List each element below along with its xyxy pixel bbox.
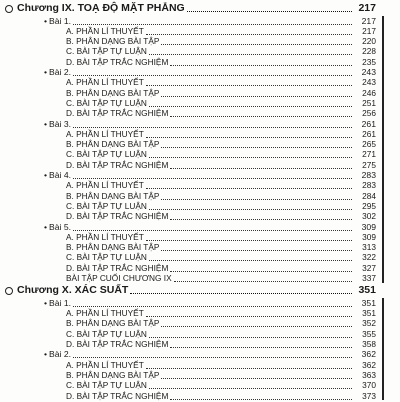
toc-page-number: 351 (361, 297, 376, 308)
dot-leader (174, 281, 352, 282)
dot-leader (146, 316, 352, 317)
toc-entry-text: Bài 1. (49, 297, 71, 308)
toc-page-number: 271 (362, 149, 376, 160)
bullet-icon: • (44, 170, 48, 180)
dot-leader (161, 378, 352, 379)
toc-entry-text: C. BÀI TẬP TỰ LUẬN (66, 380, 147, 391)
toc-page-number: 265 (362, 139, 376, 150)
toc-page-number: 243 (361, 67, 376, 77)
toc-entry-text: Chương IX. TOẠ ĐỘ MẶT PHẲNG (17, 2, 185, 14)
toc-entry-text: A. PHẦN LÍ THUYẾT (66, 231, 144, 242)
dot-leader (130, 293, 352, 294)
toc-page-number: 217 (358, 2, 376, 14)
toc-chapter-row[interactable] (5, 285, 376, 296)
toc-entry-text: Bài 2. (49, 67, 71, 77)
bullet-icon: • (44, 67, 48, 77)
dot-leader (149, 388, 352, 389)
toc-page-number: 337 (362, 273, 376, 283)
toc-entry-text: D. BÀI TẬP TRẮC NGHIỆM (66, 339, 169, 349)
toc-entry-text: D. BÀI TẬP TRẮC NGHIỆM (66, 211, 169, 222)
toc-entry-text: Bài 1. (49, 15, 71, 26)
toc-entry-text: D. BÀI TẬP TRẮC NGHIỆM (66, 108, 169, 119)
chapter-circle-icon (5, 287, 13, 295)
bullet-icon: • (44, 349, 48, 360)
dot-leader (149, 209, 352, 210)
toc-entry-text: C. BÀI TẬP TỰ LUẬN (66, 97, 147, 108)
toc-entry-text: D. BÀI TẬP TRẮC NGHIỆM (66, 159, 169, 170)
toc-page-number: 302 (362, 211, 376, 222)
toc-page-number: 352 (362, 318, 376, 329)
toc-entry-label (5, 3, 185, 14)
toc-entry-text: A. PHẦN LÍ THUYẾT (66, 25, 144, 36)
toc-entry-text: A. PHẦN LÍ THUYẾT (66, 308, 144, 319)
dot-leader (187, 11, 352, 12)
toc-page-number: 246 (362, 87, 376, 98)
toc-entry-text: B. PHÂN DẠNG BÀI TẬP (66, 139, 160, 150)
toc-entry-text: C. BÀI TẬP TỰ LUẬN (66, 46, 147, 57)
toc-page-number: 217 (362, 25, 376, 36)
dot-leader (170, 168, 352, 169)
dot-leader (146, 137, 352, 138)
dot-leader (170, 219, 352, 220)
toc-entry-text: Bài 3. (49, 118, 71, 129)
toc-entry-label (5, 285, 128, 296)
dot-leader (73, 24, 352, 25)
dot-leader (149, 260, 352, 261)
dot-leader (73, 306, 352, 307)
toc-page-number: 351 (358, 284, 376, 297)
toc-entry-text: B. PHÂN DẠNG BÀI TẬP (66, 36, 160, 47)
toc-page-number: 309 (361, 221, 376, 232)
dot-leader (161, 147, 352, 148)
toc-item-row[interactable] (66, 273, 376, 284)
dot-leader (146, 85, 352, 86)
toc-page-number: 235 (362, 56, 376, 67)
toc-page-number: 327 (362, 262, 376, 273)
toc-entry-text: BÀI TẬP CUỐI CHƯƠNG IX (66, 273, 172, 283)
toc-page-number: 313 (362, 242, 376, 253)
toc-page-number: 243 (362, 77, 376, 88)
toc-entry-text: B. PHÂN DẠNG BÀI TẬP (66, 242, 160, 253)
toc-entry-text: B. PHÂN DẠNG BÀI TẬP (66, 318, 160, 329)
dot-leader (149, 54, 352, 55)
dot-leader (161, 199, 352, 200)
toc-entry-text: A. PHẦN LÍ THUYẾT (66, 128, 144, 139)
dot-leader (170, 347, 352, 348)
toc-page-number: 256 (362, 108, 376, 119)
chapter-circle-icon (5, 5, 13, 13)
dot-leader (73, 230, 352, 231)
toc-page-number: 363 (362, 369, 376, 380)
toc-page-number: 217 (361, 15, 376, 26)
toc-entry-text: A. PHẦN LÍ THUYẾT (66, 77, 144, 88)
dot-leader (73, 178, 352, 179)
toc-page-number: 283 (361, 170, 376, 180)
toc-page-number: 362 (362, 359, 376, 370)
dot-leader (161, 96, 352, 97)
dot-leader (149, 157, 352, 158)
toc-entry-text: Chương X. XÁC SUẤT (17, 284, 129, 297)
chapter-side-rule (382, 298, 384, 400)
dot-leader (170, 271, 352, 272)
bullet-icon: • (44, 118, 48, 129)
toc-page-number: 283 (362, 180, 376, 191)
toc-entry-text: Bài 4. (49, 170, 71, 180)
chapter-side-rule (382, 16, 384, 284)
toc-page-number: 251 (362, 97, 376, 108)
toc-entry-text: A. PHẦN LÍ THUYẾT (66, 180, 144, 191)
dot-leader (149, 337, 352, 338)
toc-entry-text: A. PHẦN LÍ THUYẾT (66, 359, 144, 370)
dot-leader (161, 44, 352, 45)
toc-entry-text: Bài 5. (49, 221, 71, 232)
dot-leader (146, 368, 352, 369)
toc-page-number: 373 (362, 390, 376, 401)
dot-leader (161, 250, 352, 251)
toc-entry-text: B. PHÂN DẠNG BÀI TẬP (66, 190, 160, 201)
dot-leader (170, 399, 352, 400)
dot-leader (73, 75, 352, 76)
bullet-icon: • (44, 15, 48, 26)
toc-page-number: 355 (362, 328, 376, 339)
toc-page-number: 351 (362, 308, 376, 319)
toc-page-number: 284 (362, 190, 376, 201)
toc-page-number: 295 (362, 200, 376, 211)
toc-entry-text: C. BÀI TẬP TỰ LUẬN (66, 252, 147, 263)
toc-page-number: 309 (362, 231, 376, 242)
toc-entry-label (66, 273, 172, 284)
toc-chapter-row[interactable] (5, 3, 376, 14)
dot-leader (161, 326, 352, 327)
dot-leader (170, 116, 352, 117)
toc-entry-text: B. PHÂN DẠNG BÀI TẬP (66, 87, 160, 98)
dot-leader (146, 34, 352, 35)
toc-entry-text: D. BÀI TẬP TRẮC NGHIỆM (66, 390, 169, 401)
toc-entry-text: B. PHÂN DẠNG BÀI TẬP (66, 369, 160, 380)
bullet-icon: • (44, 297, 48, 308)
toc-entry-text: C. BÀI TẬP TỰ LUẬN (66, 149, 147, 160)
dot-leader (73, 127, 352, 128)
toc-entry-text: C. BÀI TẬP TỰ LUẬN (66, 328, 147, 339)
toc-page-number: 261 (362, 128, 376, 139)
toc-entry-text: D. BÀI TẬP TRẮC NGHIỆM (66, 56, 169, 67)
toc-page-number: 275 (362, 159, 376, 170)
toc-page-number: 228 (362, 46, 376, 57)
dot-leader (73, 357, 352, 358)
toc-page-number: 370 (362, 380, 376, 391)
dot-leader (170, 65, 352, 66)
bullet-icon: • (44, 221, 48, 232)
dot-leader (149, 106, 352, 107)
toc-page-number: 261 (361, 118, 376, 129)
toc-page-number: 220 (362, 36, 376, 47)
toc-entry-text: Bài 2. (49, 349, 71, 360)
toc-entry-text: D. BÀI TẬP TRẮC NGHIỆM (66, 262, 169, 273)
dot-leader (146, 240, 352, 241)
toc-page-number: 322 (362, 252, 376, 263)
toc-entry-text: C. BÀI TẬP TỰ LUẬN (66, 200, 147, 211)
toc-page-number: 358 (362, 339, 376, 349)
toc-page-number: 362 (361, 349, 376, 360)
dot-leader (146, 188, 352, 189)
